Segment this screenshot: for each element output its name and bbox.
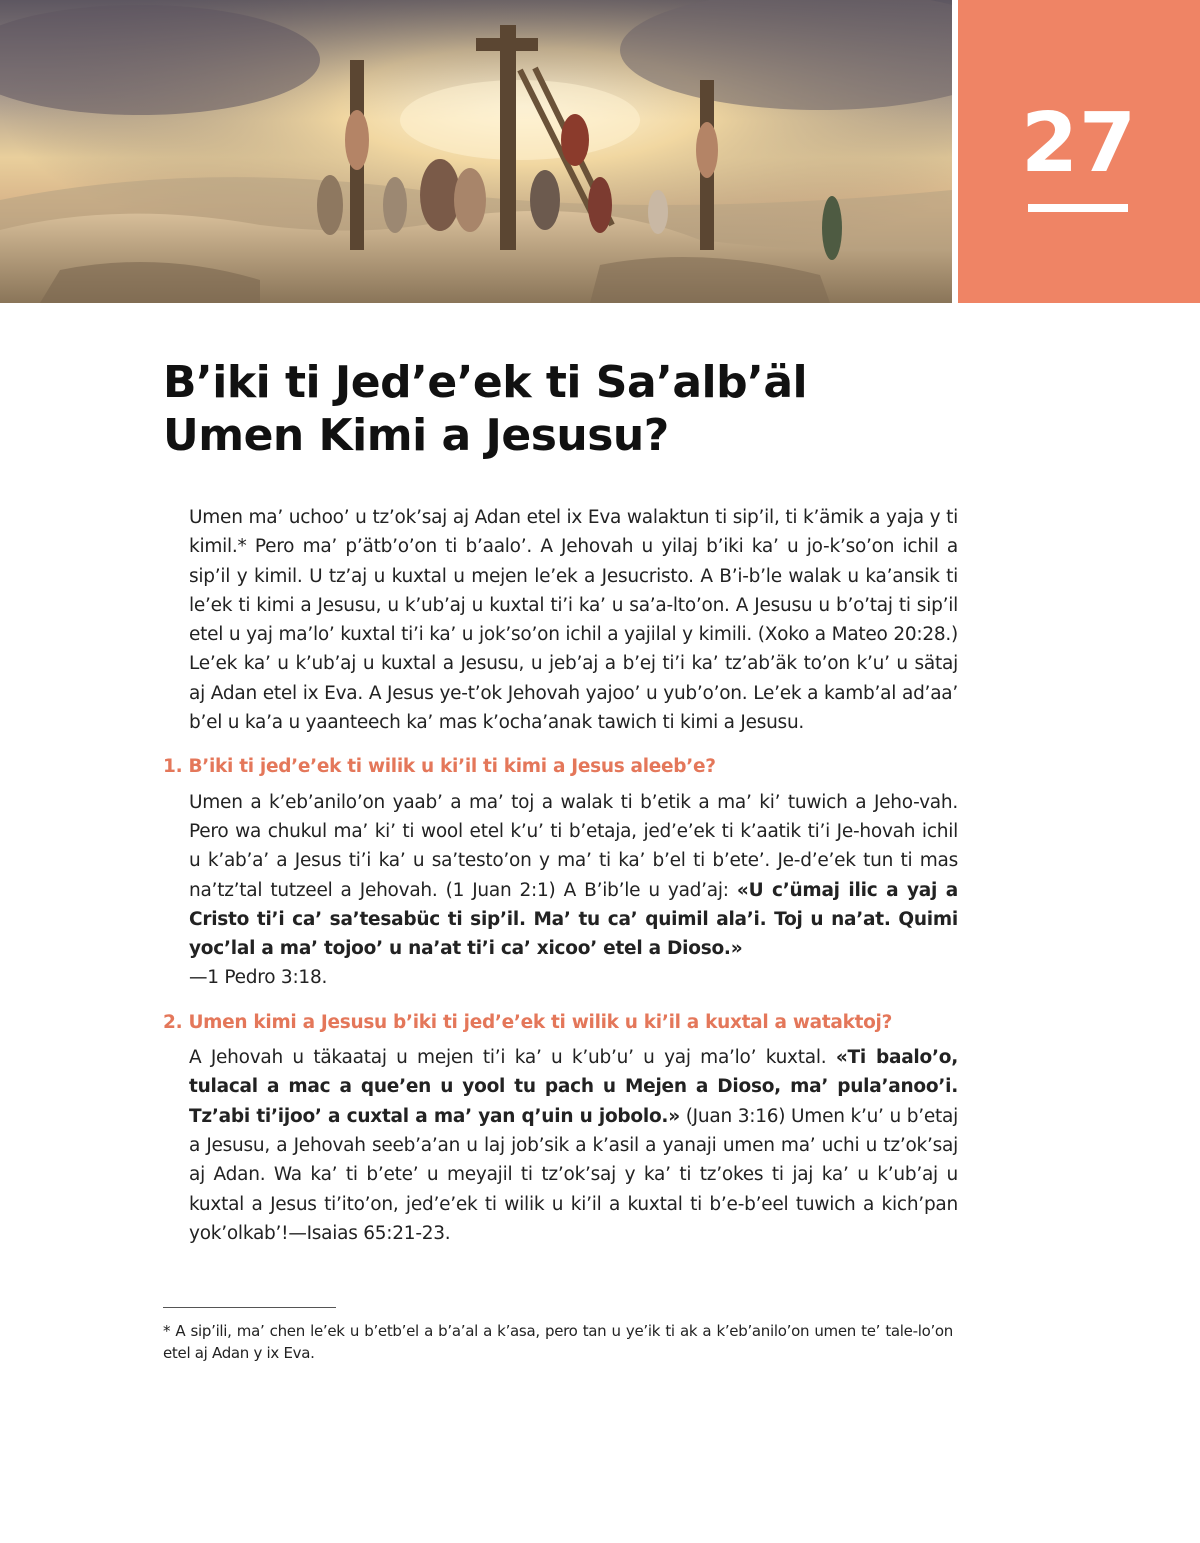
answer-2-text: A Jehovah u täkaataj u mejen ti’i ka’ u k’ub’u’ u yaj ma’lo’ kuxtal. xyxy=(189,1047,836,1069)
chapter-number-underline xyxy=(1028,204,1128,212)
footnote: * A sip’ili, ma’ chen le’ek u b’etb’el a b’a’al a k’asa, pero tan u ye’ik ti ak a k’eb’anilo’on umen te’ tale-lo’on etel aj Adan y ix Eva. xyxy=(163,1322,953,1362)
chapter-tab xyxy=(958,0,1200,303)
lesson-title xyxy=(163,356,963,462)
answer-1-scripture-quote: «U c’ümaj ilic a yaj a Cristo ti’i ca’ sa’tesabüc ti sip’il. Ma’ tu ca’ quimil ala’i. Toj u na’at. Quimi yoc’lal a ma’ tojoo’ u na’at ti’i ca’ xicoo’ etel a Dioso.» xyxy=(189,879,958,960)
answer-1-scripture-reference: —1 Pedro 3:18. xyxy=(189,967,328,989)
question-heading-2: 2. Umen kimi a Jesusu b’iki ti jed’e’ek ti wilik u ki’il a kuxtal a wataktoj? xyxy=(163,1011,892,1033)
answer-2-text-continued: (Juan 3:16) Umen k’u’ u b’etaj a Jesusu, a Jehovah seeb’a’an u laj job’sik a k’asil a yanaji umen ma’ uchi u tz’ok’saj aj Adan. Wa ka’ ti b’ete’ u meyajil ti tz’ok’saj y ka’ ti tz’okes ti jaj ka’ u k’ub’aj u kuxtal a Jesus ti’ito’on, jed’e’ek ti wilik u ki’il a kuxtal ti b’e-b’eel tuwich a kich’pan yok’olkab’!—Isaias 65:21-23. xyxy=(189,1105,958,1244)
lesson-title-line-1: B’iki ti Jed’e’ek ti Sa’alb’äl xyxy=(163,357,808,408)
lesson-body xyxy=(163,503,958,1248)
answer-2-scripture-quote: «Ti baalo’o, tulacal a mac a que’en u yool tu pach u Mejen a Dioso, ma’ pula’anoo’i. Tz’abi ti’ijoo’ a cuxtal a ma’ yan q’uin u jobolo.» xyxy=(189,1047,958,1127)
answer-paragraph-1 xyxy=(189,788,958,993)
answer-1-text: Umen a k’eb’anilo’on yaab’ a ma’ toj a walak ti b’etik a ma’ ki’ tuwich a Jeho-vah. Pero wa chukul ma’ ki’ ti wool etel k’u’ ti b’etaja, jed’e’ek ti k’aatik ti’i Je-hovah ichil u k’ab’a’ a Jesus ti’i ka’ u sa’testo’on y ma’ ti ka’ b’el ti b’ete’. Je-d’e’ek tun ti mas na’tz’tal tutzeel a Jehovah. (1 Juan 2:1) A B’ib’le u yad’aj: xyxy=(189,791,958,901)
intro-paragraph: Umen ma’ uchoo’ u tz’ok’saj aj Adan etel ix Eva walaktun ti sip’il, ti k’ämik a yaja y ti kimil.* Pero ma’ p’ätb’o’on ti b’aalo’. A Jehovah u yilaj b’iki ka’ u jo-k’so’on ichil a sip’il y kimil. U tz’aj u kuxtal u mejen le’ek a Jesucristo. A B’i-b’le walak u ka’ansik ti le’ek ti kimi a Jesusu, u k’ub’aj u kuxtal ti’i ka’ u sa’a-lto’on. A Jesusu u b’o’taj ti sip’il etel u yaj ma’lo’ kuxtal ti’i ka’ u jok’so’on ichil a yajilal y kimili. (Xoko a Mateo 20:28.) Le’ek ka’ u k’ub’aj u kuxtal a Jesusu, u jeb’aj a b’ej ti’i ka’ tz’ab’äk to’on k’u’ u sätaj aj Adan etel ix Eva. A Jesus ye-t’ok Jehovah yajoo’ u yub’o’on. Le’ek a kamb’al ad’aa’ b’el u ka’a u yaanteech ka’ mas k’ocha’anak tawich ti kimi a Jesusu. xyxy=(189,507,958,734)
question-heading-1: 1. B’iki ti jed’e’ek ti wilik u ki’il ti kimi a Jesus aleeb’e? xyxy=(163,756,716,778)
lesson-title-line-2: Umen Kimi a Jesusu? xyxy=(163,410,669,461)
crucifixion-scene-image xyxy=(0,0,952,303)
answer-paragraph-2 xyxy=(189,1043,958,1248)
chapter-illustration xyxy=(0,0,952,303)
footnote-divider xyxy=(163,1307,336,1308)
chapter-number: 27 xyxy=(1020,96,1138,191)
